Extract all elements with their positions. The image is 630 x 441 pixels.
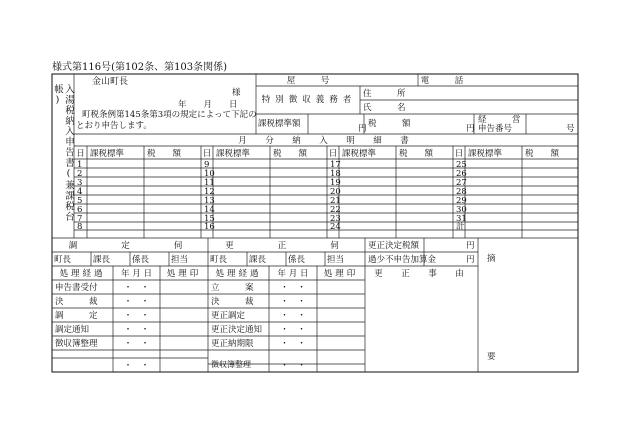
col-tax: 税 額 [525, 149, 560, 159]
day-number: 20 [330, 187, 341, 197]
tax-amount-label: 税 額 [368, 119, 411, 129]
day-number: 11 [204, 178, 215, 188]
step-date-dots: ・ ・ [280, 325, 306, 335]
approver-staff: 担当 [327, 255, 345, 265]
approver-section-chief: 課長 [93, 255, 111, 265]
step-label: 徴収簿整理 [55, 339, 98, 349]
honorific-sama: 様 [232, 88, 241, 98]
penalty-label: 過少不申告加算金 [368, 255, 437, 265]
step-date-dots: ・ ・ [280, 297, 306, 307]
step-label: 更正調定 [211, 311, 246, 321]
step-date-dots: ・ ・ [280, 339, 306, 349]
approver-staff: 担当 [171, 255, 189, 265]
step-label: 決 裁 [211, 297, 254, 307]
day-number: 18 [330, 169, 341, 179]
day-number: 17 [330, 160, 341, 170]
corrected-tax-yen: 円 [466, 241, 475, 251]
name-label: 氏 名 [363, 103, 406, 113]
col-tax: 税 額 [147, 149, 182, 159]
day-number: 15 [204, 214, 215, 224]
day-number: 30 [456, 205, 467, 215]
day-number: 8 [77, 222, 83, 232]
col-day: 日 [202, 149, 212, 159]
day-number: 31 [456, 214, 467, 224]
day-number: 6 [77, 205, 83, 215]
col-process-history: 処理経過 [215, 269, 262, 279]
monthly-detail-heading: 月 分 納 入 明 細 書 [238, 136, 414, 146]
day-number: 22 [330, 205, 341, 215]
day-number: 29 [456, 196, 467, 206]
col-tax-base: 課税標準 [216, 149, 251, 159]
step-label: 徴収簿整理 [211, 360, 251, 369]
col-date: 年 月 日 [121, 269, 152, 279]
col-seal: 処理印 [323, 269, 359, 279]
day-number: 23 [330, 214, 341, 224]
step-label: 調定通知 [55, 325, 90, 335]
approver-mayor: 町長 [54, 255, 72, 265]
col-date: 年 月 日 [277, 269, 309, 279]
day-number: 5 [77, 196, 83, 206]
day-number: 2 [77, 169, 83, 179]
approver-mayor: 町長 [210, 255, 228, 265]
approver-unit-chief: 係長 [288, 255, 306, 265]
day-number: 4 [77, 187, 83, 197]
col-day: 日 [76, 149, 85, 159]
step-date-dots: ・ ・ [123, 325, 150, 335]
address-label: 住 所 [363, 89, 406, 99]
day-number: 9 [204, 160, 210, 170]
step-label: 更正決定通知 [211, 325, 263, 335]
day-number: 19 [330, 178, 341, 188]
penalty-yen: 円 [466, 255, 475, 265]
col-day: 日 [328, 149, 338, 159]
day-number: 28 [456, 187, 467, 197]
day-number: 27 [456, 178, 467, 188]
correction-inquiry-header: 更 正 伺 [225, 241, 348, 251]
recipient-town-mayor: 金山町長 [92, 77, 129, 87]
step-date-dots: ・ ・ [280, 311, 306, 321]
step-date-dots: ・ ・ [123, 297, 150, 307]
approver-unit-chief: 係長 [132, 255, 150, 265]
day-number: 16 [204, 222, 215, 232]
col-tax-base: 課税標準 [90, 149, 125, 159]
day-number: 計 [456, 222, 465, 232]
step-label: 更正納期限 [211, 339, 254, 349]
day-number: 26 [456, 169, 467, 179]
tax-base-yen: 円 [358, 124, 367, 134]
statement-line-2: とおり申告します。 [76, 121, 152, 131]
business-number-label-1: 経 営 [478, 115, 521, 125]
step-date-dots: ・ ・ [123, 311, 150, 321]
step-label: 調 定 [55, 311, 98, 321]
day-number: 13 [204, 196, 215, 206]
step-label: 決 裁 [55, 297, 98, 307]
col-seal: 処理印 [166, 269, 202, 279]
col-process-history: 処理経過 [59, 269, 106, 279]
col-tax: 税 額 [399, 149, 434, 159]
step-label: 申告書受付 [55, 283, 98, 293]
tax-amount-yen: 円 [466, 124, 475, 134]
step-label: 立 案 [211, 283, 254, 293]
day-number: 3 [77, 178, 83, 188]
day-number: 25 [456, 160, 467, 170]
special-collector-label: 特別徴収義務者 [261, 95, 357, 105]
day-number: 7 [77, 214, 83, 224]
tax-base-label: 課税標準額 [258, 119, 301, 129]
day-number: 1 [77, 160, 83, 170]
step-date-dots: ・ ・ [280, 361, 306, 371]
day-number: 24 [330, 222, 341, 232]
col-tax-base: 課税標準 [468, 149, 503, 159]
day-number: 10 [204, 169, 215, 179]
day-number: 14 [204, 205, 215, 215]
corrected-tax-label: 更正決定税額 [368, 241, 420, 251]
step-date-dots: ・ ・ [123, 361, 150, 371]
day-number: 12 [204, 187, 215, 197]
decision-inquiry-header: 調 定 伺 [68, 241, 192, 251]
day-number: 21 [330, 196, 341, 206]
filing-date: 年 月 日 [178, 100, 238, 110]
form-number-title: 様式第116号(第102条、第103条関係) [52, 62, 228, 73]
remarks-label-bottom: 要 [487, 352, 496, 362]
business-number-label-2: 申告番号 [478, 124, 513, 134]
step-date-dots: ・ ・ [123, 283, 150, 293]
trade-name-label: 屋 号 [286, 76, 330, 86]
col-tax: 税 額 [273, 149, 308, 159]
step-date-dots: ・ ・ [123, 339, 150, 349]
col-tax-base: 課税標準 [342, 149, 377, 159]
statement-line-1: 町税条例第145条第3項の規定によって下記の [82, 110, 257, 120]
col-day: 日 [454, 149, 464, 159]
step-date-dots: ・ ・ [280, 283, 306, 293]
vertical-form-title: 入湯税納入申告書(兼課税台帳) [52, 84, 74, 222]
business-number-go: 号 [566, 124, 575, 134]
approver-section-chief: 課長 [249, 255, 267, 265]
phone-label: 電 話 [420, 76, 464, 86]
remarks-label-top: 摘 [487, 254, 496, 264]
correction-reason-label: 更 正 事 由 [374, 269, 469, 279]
